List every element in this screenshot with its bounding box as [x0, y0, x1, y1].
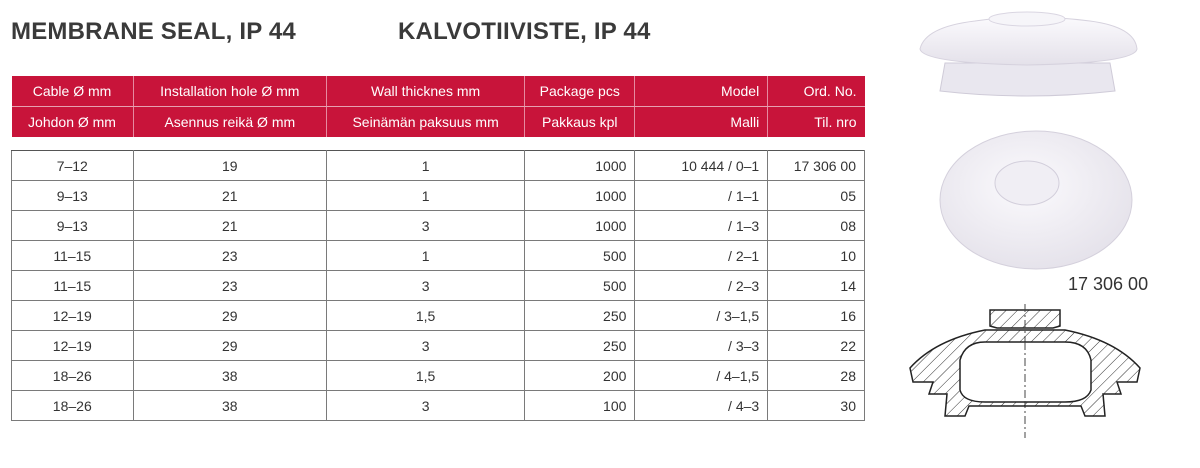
cell-package: 1000	[525, 211, 635, 241]
header-order-number-fi: Til. nro	[768, 107, 865, 138]
header-model: Model	[635, 76, 768, 107]
cell-cable-diameter: 9–13	[12, 211, 134, 241]
cell-model: / 4–1,5	[635, 361, 768, 391]
cell-package: 1000	[525, 151, 635, 181]
header-cable-diameter: Cable Ø mm	[12, 76, 134, 107]
table-row	[12, 211, 865, 241]
cell-cable-diameter: 18–26	[12, 391, 134, 421]
cross-section-drawing	[905, 298, 1145, 448]
header-model-fi: Malli	[635, 107, 768, 138]
cell-order-number: 16	[768, 301, 865, 331]
cell-model: / 2–1	[635, 241, 768, 271]
header-package: Package pcs	[525, 76, 635, 107]
cell-package: 1000	[525, 181, 635, 211]
cell-installation-hole: 29	[133, 331, 327, 361]
cell-cable-diameter: 12–19	[12, 301, 134, 331]
spec-table	[11, 76, 865, 421]
cell-installation-hole: 23	[133, 271, 327, 301]
cell-package: 500	[525, 271, 635, 301]
cell-model: / 1–3	[635, 211, 768, 241]
title-finnish: KALVOTIIVISTE, IP 44	[398, 18, 651, 45]
seal-side-photo	[915, 5, 1145, 105]
cell-order-number: 22	[768, 331, 865, 361]
cell-cable-diameter: 11–15	[12, 271, 134, 301]
cell-package: 500	[525, 241, 635, 271]
header-wall-thickness-fi: Seinämän paksuus mm	[327, 107, 525, 138]
cell-wall-thickness: 3	[327, 331, 525, 361]
cell-wall-thickness: 1	[327, 181, 525, 211]
cell-model: / 2–3	[635, 271, 768, 301]
header-row-finnish	[12, 107, 865, 138]
cell-order-number: 30	[768, 391, 865, 421]
cell-wall-thickness: 3	[327, 211, 525, 241]
cell-package: 250	[525, 331, 635, 361]
table-row	[12, 271, 865, 301]
spacer-row	[12, 137, 865, 151]
table-row	[12, 361, 865, 391]
cell-installation-hole: 38	[133, 361, 327, 391]
cell-wall-thickness: 3	[327, 391, 525, 421]
header-wall-thickness: Wall thicknes mm	[327, 76, 525, 107]
cell-installation-hole: 29	[133, 301, 327, 331]
cell-model: / 1–1	[635, 181, 768, 211]
cell-cable-diameter: 12–19	[12, 331, 134, 361]
cell-wall-thickness: 1,5	[327, 361, 525, 391]
cell-package: 100	[525, 391, 635, 421]
cell-cable-diameter: 7–12	[12, 151, 134, 181]
table-body	[12, 137, 865, 421]
cell-model: 10 444 / 0–1	[635, 151, 768, 181]
seal-top-photo	[936, 128, 1136, 273]
cell-cable-diameter: 11–15	[12, 241, 134, 271]
cell-order-number: 08	[768, 211, 865, 241]
cell-wall-thickness: 1	[327, 241, 525, 271]
cell-wall-thickness: 1	[327, 151, 525, 181]
table-row	[12, 241, 865, 271]
cell-package: 200	[525, 361, 635, 391]
cell-order-number: 28	[768, 361, 865, 391]
cell-installation-hole: 23	[133, 241, 327, 271]
cell-order-number: 10	[768, 241, 865, 271]
table-row	[12, 151, 865, 181]
header-row-english	[12, 76, 865, 107]
title-english: MEMBRANE SEAL, IP 44	[11, 18, 296, 45]
table-row	[12, 391, 865, 421]
cell-order-number: 17 306 00	[768, 151, 865, 181]
cell-installation-hole: 38	[133, 391, 327, 421]
product-code-label: 17 306 00	[1068, 274, 1149, 294]
cell-cable-diameter: 18–26	[12, 361, 134, 391]
cell-model: / 3–3	[635, 331, 768, 361]
table-row	[12, 181, 865, 211]
cell-order-number: 14	[768, 271, 865, 301]
header-cable-diameter-fi: Johdon Ø mm	[12, 107, 134, 138]
cell-model: / 3–1,5	[635, 301, 768, 331]
cell-installation-hole: 19	[133, 151, 327, 181]
header-package-fi: Pakkaus kpl	[525, 107, 635, 138]
cell-installation-hole: 21	[133, 181, 327, 211]
cell-wall-thickness: 3	[327, 271, 525, 301]
table-row	[12, 331, 865, 361]
cell-installation-hole: 21	[133, 211, 327, 241]
cell-package: 250	[525, 301, 635, 331]
cell-wall-thickness: 1,5	[327, 301, 525, 331]
cell-cable-diameter: 9–13	[12, 181, 134, 211]
header-order-number: Ord. No.	[768, 76, 865, 107]
cell-model: / 4–3	[635, 391, 768, 421]
header-installation-hole-fi: Asennus reikä Ø mm	[133, 107, 327, 138]
table-row	[12, 301, 865, 331]
header-installation-hole: Installation hole Ø mm	[133, 76, 327, 107]
cell-order-number: 05	[768, 181, 865, 211]
